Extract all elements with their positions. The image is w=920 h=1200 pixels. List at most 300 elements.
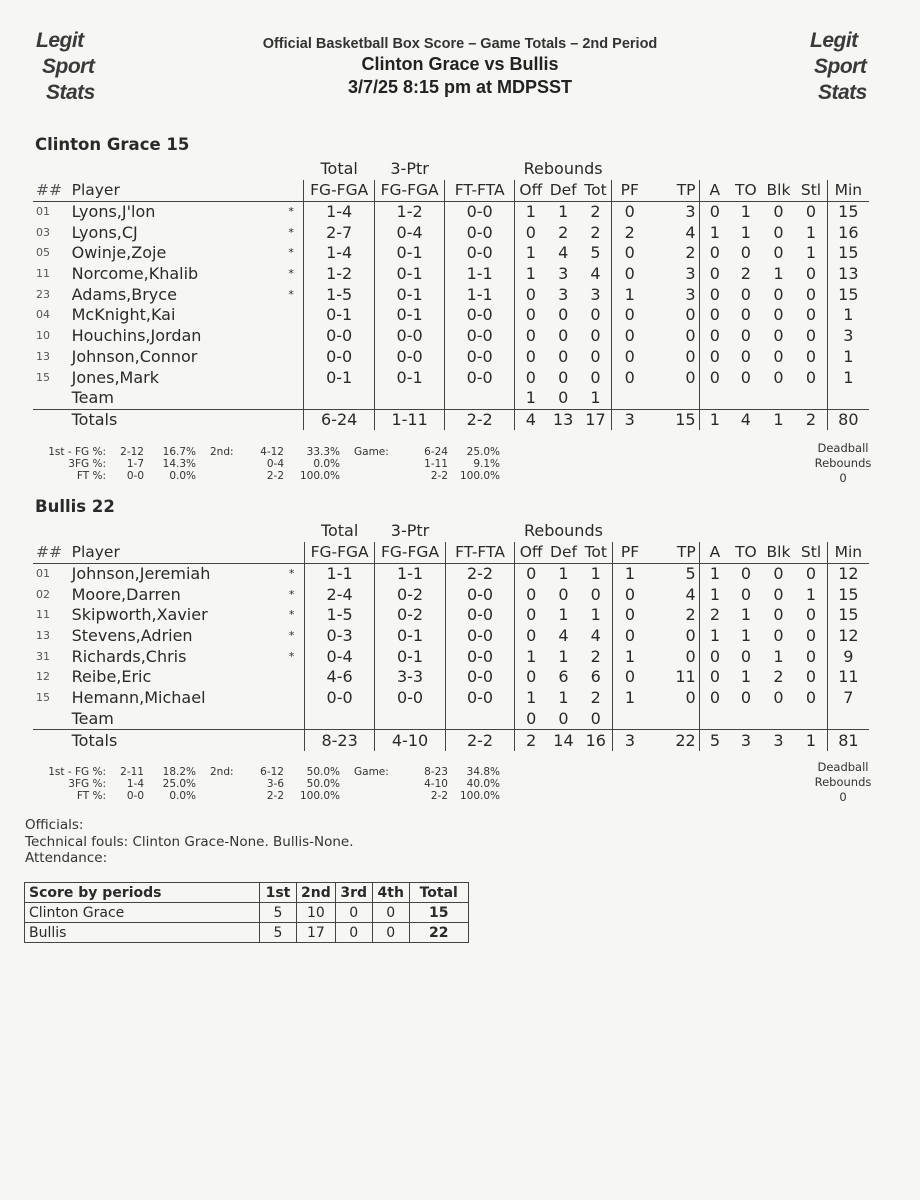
player-name: Richards,Chris	[71, 646, 187, 666]
stat-min: 1	[843, 305, 854, 325]
stat-min: 1	[843, 346, 854, 366]
shooting-percentages	[40, 766, 500, 802]
total-def: 14	[547, 730, 580, 751]
score-total: 15	[409, 903, 468, 923]
stat-tot: 0	[580, 709, 612, 730]
score-by-periods-table	[24, 882, 469, 943]
fg-header: FG-FGA	[304, 542, 374, 563]
stat-fg: 1-4	[304, 243, 374, 264]
percentage-cell: 6-24	[424, 446, 448, 458]
stat-blk: 1	[773, 264, 784, 284]
stat-tp: 11	[647, 667, 699, 688]
stat-blk: 0	[773, 584, 784, 604]
stat-tp3: 1-2	[374, 201, 444, 222]
percentage-cell: 25.0%	[162, 778, 196, 790]
percentage-cell: 2-12	[120, 446, 144, 458]
logo-word: Stats	[46, 81, 95, 104]
stat-ft: 0-0	[445, 626, 515, 647]
logo-left	[36, 28, 95, 106]
percentage-cell: 100.0%	[299, 790, 340, 802]
percentage-cell: FT %:	[76, 790, 106, 802]
stat-blk: 0	[773, 688, 784, 708]
score-cell: 5	[260, 903, 297, 923]
logo-right	[810, 28, 867, 106]
percentage-cell: 0.0%	[169, 790, 196, 802]
stat-pf: 0	[624, 667, 636, 687]
stat-off: 0	[514, 284, 546, 305]
officials-label: Officials:	[25, 817, 84, 833]
percentage-cell: 25.0%	[466, 446, 500, 458]
score-header-row	[25, 883, 469, 903]
total-off: 2	[515, 730, 547, 751]
total-tot: 17	[580, 409, 612, 430]
stat-ft: 0-0	[445, 667, 515, 688]
starter-mark: *	[288, 587, 295, 601]
stat-def: 0	[558, 367, 569, 387]
stat-min: 3	[843, 326, 854, 346]
total-tp3: 1-11	[374, 409, 444, 430]
stat-to: 0	[740, 688, 752, 708]
total-ft: 2-2	[445, 409, 515, 430]
stat-off: 1	[515, 646, 547, 667]
score-cell: 0	[372, 923, 409, 943]
stat-blk: 0	[773, 605, 784, 625]
percentage-cell	[340, 470, 402, 482]
stat-to: 0	[740, 305, 751, 325]
deadball-value: 0	[839, 790, 847, 804]
score-team: Clinton Grace	[25, 903, 260, 923]
total-stl: 2	[795, 409, 827, 430]
stat-min: 15	[838, 243, 859, 263]
player-row	[33, 264, 869, 285]
stat-a: 1	[709, 584, 721, 604]
blk-header: Blk	[762, 180, 796, 201]
stat-tot: 2	[580, 222, 612, 243]
stat-stl: 0	[795, 605, 827, 626]
jersey-number: 03	[36, 225, 50, 239]
stat-pf: 0	[624, 326, 635, 346]
score-header-cell: 1st	[260, 883, 297, 903]
stat-blk: 1	[773, 646, 784, 666]
rebounds-label: Rebounds	[814, 456, 872, 470]
stat-stl: 1	[795, 243, 827, 264]
stat-to: 1	[740, 202, 751, 222]
stat-tot: 4	[580, 264, 612, 285]
rebounds-header: Rebounds	[523, 521, 603, 540]
stat-tp3: 0-1	[374, 284, 444, 305]
stat-a: 2	[709, 605, 721, 625]
stat-pf: 0	[624, 346, 635, 366]
stat-tp: 0	[647, 626, 699, 647]
stat-a: 0	[709, 646, 721, 666]
percentage-cell: 8-23	[424, 766, 448, 778]
stat-tp3: 0-2	[375, 584, 445, 605]
rebounds-label: Rebounds	[814, 775, 872, 789]
stat-pf: 1	[624, 688, 636, 708]
total-a: 1	[699, 409, 730, 430]
player-header: Player	[69, 180, 279, 201]
stat-pf: 0	[624, 202, 635, 222]
stat-off: 0	[515, 563, 547, 584]
percentage-cell: 1-7	[126, 458, 144, 470]
stat-stl: 0	[795, 688, 827, 709]
stat-fg: 0-1	[304, 367, 374, 388]
percentage-cell: 0-0	[126, 470, 144, 482]
stat-tp3: 0-2	[375, 605, 445, 626]
stat-ft: 0-0	[445, 605, 515, 626]
ft-header: FT-FTA	[445, 542, 515, 563]
stat-pf: 0	[624, 243, 635, 263]
min-header: Min	[827, 180, 869, 201]
total-tp: 15	[647, 409, 699, 430]
stat-def: 1	[558, 202, 569, 222]
stat-off: 0	[515, 667, 547, 688]
stat-blk: 0	[773, 305, 784, 325]
stat-off: 1	[514, 243, 546, 264]
tp3-header: FG-FGA	[374, 180, 444, 201]
three-ptr-header: 3-Ptr	[390, 159, 429, 178]
fg-header: FG-FGA	[304, 180, 374, 201]
starter-mark	[279, 367, 304, 388]
pf-header: PF	[612, 180, 647, 201]
stat-tot: 0	[580, 347, 612, 368]
stat-def: 0	[558, 305, 569, 325]
team-title: Clinton Grace 15	[35, 135, 190, 154]
box-score-table	[33, 520, 869, 751]
stat-ft: 1-1	[445, 284, 515, 305]
stat-blk: 0	[773, 284, 784, 304]
stat-tot: 4	[580, 626, 612, 647]
percentage-cell: FT %:	[76, 470, 106, 482]
stat-tp: 3	[647, 201, 699, 222]
stat-def: 1	[558, 564, 569, 584]
stat-ft: 1-1	[445, 264, 515, 285]
score-cell: 10	[297, 903, 336, 923]
stat-tp3: 0-4	[374, 222, 444, 243]
stat-ft: 0-0	[445, 367, 515, 388]
attendance-label: Attendance:	[25, 850, 108, 866]
stat-tp: 0	[647, 326, 699, 347]
player-row	[33, 605, 869, 626]
stat-tot: 5	[580, 243, 612, 264]
stat-tp: 2	[647, 243, 699, 264]
stat-blk: 2	[773, 667, 784, 687]
percentage-cell: Game:	[354, 766, 389, 778]
logo-word: Legit	[810, 29, 858, 52]
score-cell: 5	[260, 923, 297, 943]
to-header: TO	[730, 180, 762, 201]
stat-def: 2	[558, 222, 569, 242]
stat-tp: 0	[647, 646, 699, 667]
percentage-cell: 0-4	[266, 458, 284, 470]
to-header: TO	[730, 542, 762, 563]
stat-to: 0	[740, 646, 752, 666]
stat-to: 1	[740, 667, 752, 687]
stat-def: 0	[558, 326, 569, 346]
jersey-number: 23	[36, 287, 50, 301]
starter-mark: *	[288, 567, 295, 581]
player-name: Reibe,Eric	[71, 667, 152, 687]
percentage-cell: 2-2	[430, 790, 448, 802]
stat-tp3: 0-1	[374, 264, 444, 285]
percentage-cell: 0.0%	[169, 470, 196, 482]
stat-fg: 0-0	[304, 688, 374, 709]
player-name: Moore,Darren	[71, 584, 181, 604]
stat-tp: 4	[647, 222, 699, 243]
player-row	[33, 326, 869, 347]
stat-to: 0	[740, 584, 752, 604]
technical-fouls: Technical fouls: Clinton Grace-None. Bullis-None.	[25, 833, 354, 850]
stat-def: 3	[558, 264, 569, 284]
score-cell: 17	[297, 923, 336, 943]
column-header-row	[33, 180, 869, 201]
stat-pf: 0	[624, 626, 636, 646]
total-header: Total	[320, 159, 358, 178]
stat-fg: 0-1	[304, 305, 374, 326]
num-header: ##	[33, 542, 69, 563]
stat-a: 0	[709, 264, 720, 284]
column-header-row	[33, 542, 869, 563]
stat-off: 0	[515, 605, 547, 626]
percentage-cell: Game:	[354, 446, 389, 458]
rebounds-header: Rebounds	[523, 159, 603, 178]
starter-mark: *	[288, 205, 294, 219]
percentage-cell: 2nd:	[210, 766, 234, 778]
starter-mark	[279, 326, 304, 347]
score-cell: 0	[335, 923, 372, 943]
percentage-cell	[196, 458, 246, 470]
stat-tp: 0	[647, 367, 699, 388]
percentage-cell	[340, 778, 402, 790]
tot-header: Tot	[580, 180, 612, 201]
total-ft: 2-2	[445, 730, 515, 751]
stat-stl: 0	[795, 347, 827, 368]
percentage-cell: 34.8%	[466, 766, 500, 778]
stat-blk: 0	[773, 222, 784, 242]
stat-min: 9	[843, 646, 854, 666]
stat-def: 0	[558, 346, 569, 366]
stat-a: 1	[709, 222, 720, 242]
total-blk: 3	[762, 730, 796, 751]
total-min: 81	[827, 730, 869, 751]
stat-tp3: 0-1	[375, 626, 445, 647]
stat-def: 0	[558, 584, 569, 604]
stat-fg: 0-3	[304, 626, 374, 647]
stat-off: 1	[514, 264, 546, 285]
stat-tp: 4	[647, 584, 699, 605]
def-header: Def	[547, 180, 580, 201]
jersey-number: 11	[36, 608, 50, 622]
stat-min: 1	[843, 367, 854, 387]
player-row	[33, 222, 869, 243]
blk-header: Blk	[762, 542, 796, 563]
stat-pf: 2	[624, 222, 635, 242]
stat-a: 0	[709, 346, 720, 366]
deadball-rebounds	[800, 441, 886, 486]
starter-mark: *	[288, 287, 294, 301]
stat-def: 6	[558, 667, 569, 687]
stat-to: 1	[740, 626, 752, 646]
total-min: 80	[827, 409, 869, 430]
starter-mark: *	[288, 649, 295, 663]
player-row	[33, 201, 869, 222]
stat-to: 0	[740, 243, 751, 263]
game-date-venue: 3/7/25 8:15 pm at MDPSST	[347, 77, 573, 97]
total-header: Total	[320, 521, 359, 540]
score-team: Bullis	[25, 923, 260, 943]
stat-fg: 2-7	[304, 222, 374, 243]
starter-mark	[279, 667, 304, 688]
logo-word: Stats	[818, 81, 867, 104]
player-name: Hemann,Michael	[71, 688, 206, 708]
stat-tp3: 0-1	[374, 367, 444, 388]
percentage-cell: 1st - FG %:	[48, 766, 106, 778]
player-name: Lyons,CJ	[71, 222, 138, 242]
percentage-cell: 100.0%	[299, 470, 340, 482]
percentage-cell: 4-12	[260, 446, 284, 458]
logo-word: Legit	[36, 29, 84, 52]
jersey-number: 02	[36, 587, 50, 601]
off-header: Off	[515, 542, 547, 563]
stat-tp3: 1-1	[375, 563, 445, 584]
percentage-cell: 2-2	[266, 470, 284, 482]
stat-fg: 1-5	[304, 605, 374, 626]
stat-off: 0	[515, 584, 547, 605]
totals-row	[33, 409, 869, 430]
stat-ft: 0-0	[445, 201, 515, 222]
stat-tp3: 0-1	[375, 646, 445, 667]
score-row	[25, 903, 469, 923]
player-name: Johnson,Jeremiah	[71, 564, 211, 584]
percentage-cell: 9.1%	[473, 458, 500, 470]
stat-tp: 0	[647, 347, 699, 368]
jersey-number: 15	[36, 370, 50, 384]
score-header-cell: 3rd	[335, 883, 372, 903]
stat-def: 4	[558, 626, 569, 646]
stat-tot: 3	[580, 284, 612, 305]
jersey-number: 31	[36, 649, 50, 663]
starter-mark	[279, 305, 304, 326]
player-row	[33, 646, 869, 667]
stat-off: 0	[514, 367, 546, 388]
stat-tp3: 0-0	[375, 688, 445, 709]
stat-tot: 0	[580, 584, 612, 605]
stat-min: 15	[838, 284, 859, 304]
percentage-cell: 0.0%	[313, 458, 340, 470]
stat-blk: 0	[773, 346, 784, 366]
player-name: McKnight,Kai	[71, 305, 176, 325]
stat-stl: 0	[795, 201, 827, 222]
stat-ft: 2-2	[445, 563, 515, 584]
stat-blk: 0	[773, 326, 784, 346]
deadball-rebounds	[800, 760, 886, 805]
stat-stl: 0	[795, 264, 827, 285]
percentage-row	[40, 766, 500, 778]
num-header: ##	[33, 180, 69, 201]
jersey-number: 11	[36, 267, 50, 281]
matchup: Clinton Grace vs Bullis	[361, 54, 559, 74]
report-header	[200, 36, 720, 98]
stat-min: 12	[838, 564, 859, 584]
total-pf: 3	[612, 409, 647, 430]
stat-stl: 0	[795, 626, 827, 647]
stat-fg: 1-2	[304, 264, 374, 285]
stat-pf: 0	[624, 305, 635, 325]
stat-ft: 0-0	[445, 347, 515, 368]
player-row	[33, 347, 869, 368]
stat-tot: 1	[580, 388, 612, 409]
stat-a: 0	[709, 284, 720, 304]
stat-stl: 1	[795, 584, 827, 605]
stat-a: 0	[709, 688, 721, 708]
stat-blk: 0	[773, 202, 784, 222]
stat-a: 0	[709, 305, 720, 325]
team-rebound-row	[33, 388, 869, 409]
stat-a: 1	[709, 564, 721, 584]
percentage-cell: 16.7%	[162, 446, 196, 458]
stat-pf: 0	[624, 264, 635, 284]
stat-tp: 5	[647, 563, 699, 584]
stat-stl: 0	[795, 563, 827, 584]
stat-off: 0	[514, 222, 546, 243]
jersey-number: 04	[36, 308, 50, 322]
percentage-cell: 1-11	[424, 458, 448, 470]
percentage-row	[40, 458, 500, 470]
player-header: Player	[69, 542, 280, 563]
totals-label: Totals	[69, 409, 279, 430]
group-header-row	[33, 158, 869, 180]
percentage-row	[40, 778, 500, 790]
stat-tp3: 0-0	[374, 326, 444, 347]
stat-tp3: 0-1	[374, 243, 444, 264]
total-tp3: 4-10	[375, 730, 445, 751]
total-off: 4	[514, 409, 546, 430]
player-name: Adams,Bryce	[71, 284, 177, 304]
total-stl: 1	[795, 730, 827, 751]
stat-pf: 1	[624, 646, 636, 666]
a-header: A	[699, 542, 730, 563]
stat-fg: 0-0	[304, 326, 374, 347]
deadball-label: Deadball	[817, 760, 869, 774]
tot-header: Tot	[580, 542, 612, 563]
player-row	[33, 284, 869, 305]
jersey-number: 12	[36, 670, 50, 684]
stat-tot: 2	[580, 688, 612, 709]
stat-to: 0	[740, 326, 751, 346]
box-score-table	[33, 158, 869, 430]
score-row	[25, 923, 469, 943]
percentage-cell: 2-2	[266, 790, 284, 802]
player-name: Houchins,Jordan	[71, 326, 202, 346]
stat-off: 0	[515, 709, 547, 730]
player-row	[33, 667, 869, 688]
stat-ft: 0-0	[445, 584, 515, 605]
percentage-cell	[340, 790, 402, 802]
stat-stl: 0	[795, 646, 827, 667]
jersey-number: 01	[36, 205, 50, 219]
percentage-row	[40, 446, 500, 458]
stat-tp: 3	[647, 264, 699, 285]
stat-def: 4	[558, 243, 569, 263]
percentage-cell: 2-2	[430, 470, 448, 482]
percentage-cell: 1st - FG %:	[48, 446, 106, 458]
pf-header: PF	[612, 542, 647, 563]
stat-off: 0	[515, 626, 547, 647]
stat-tot: 0	[580, 305, 612, 326]
stat-min: 15	[838, 605, 859, 625]
stat-stl: 0	[795, 305, 827, 326]
stat-tp: 0	[647, 305, 699, 326]
